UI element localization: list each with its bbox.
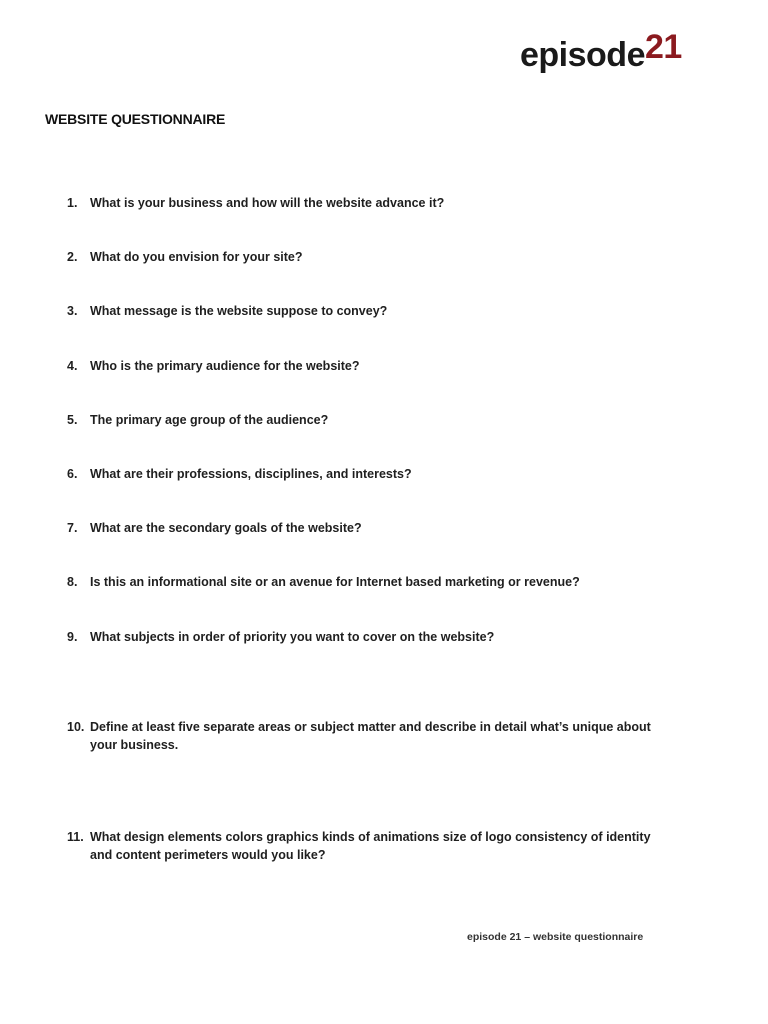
logo-word: episode [520, 36, 645, 74]
question-number: 3. [67, 304, 78, 318]
logo-number: 21 [644, 28, 682, 66]
question-text: What subjects in order of priority you want to cover on the website? [90, 630, 495, 644]
question-item [67, 248, 657, 266]
question-number: 5. [67, 413, 78, 427]
question-number: 6. [67, 467, 78, 481]
question-item [67, 828, 657, 864]
question-text: What message is the website suppose to convey? [90, 304, 388, 318]
question-text: Define at least five separate areas or subject matter and describe in detail what’s unique about your business. [90, 720, 651, 752]
question-text: What is your business and how will the website advance it? [90, 196, 445, 210]
question-item [67, 411, 657, 429]
question-text: What are their professions, disciplines, and interests? [90, 467, 412, 481]
question-item [67, 718, 657, 754]
page-footer: episode 21 – website questionnaire [467, 931, 644, 943]
question-number: 8. [67, 575, 78, 589]
question-item [67, 194, 657, 212]
question-text: What do you envision for your site? [90, 250, 303, 264]
question-number: 7. [67, 521, 78, 535]
question-text: Who is the primary audience for the website? [90, 359, 360, 373]
question-item [67, 465, 657, 483]
question-item [67, 357, 657, 375]
question-text: Is this an informational site or an avenue for Internet based marketing or revenue? [90, 575, 580, 589]
question-number: 10. [67, 720, 85, 734]
question-number: 1. [67, 196, 78, 210]
document-title: WEBSITE QUESTIONNAIRE [45, 111, 226, 127]
question-item [67, 573, 657, 591]
question-item [67, 628, 657, 646]
question-number: 9. [67, 630, 78, 644]
question-number: 11. [67, 830, 84, 844]
question-number: 2. [67, 250, 78, 264]
question-text: What design elements colors graphics kinds of animations size of logo consistency of identity and content perimeters would you like? [90, 830, 651, 862]
question-text: What are the secondary goals of the website? [90, 521, 362, 535]
question-item [67, 519, 657, 537]
question-number: 4. [67, 359, 78, 373]
brand-logo [520, 28, 682, 74]
question-item [67, 302, 657, 320]
question-text: The primary age group of the audience? [90, 413, 329, 427]
